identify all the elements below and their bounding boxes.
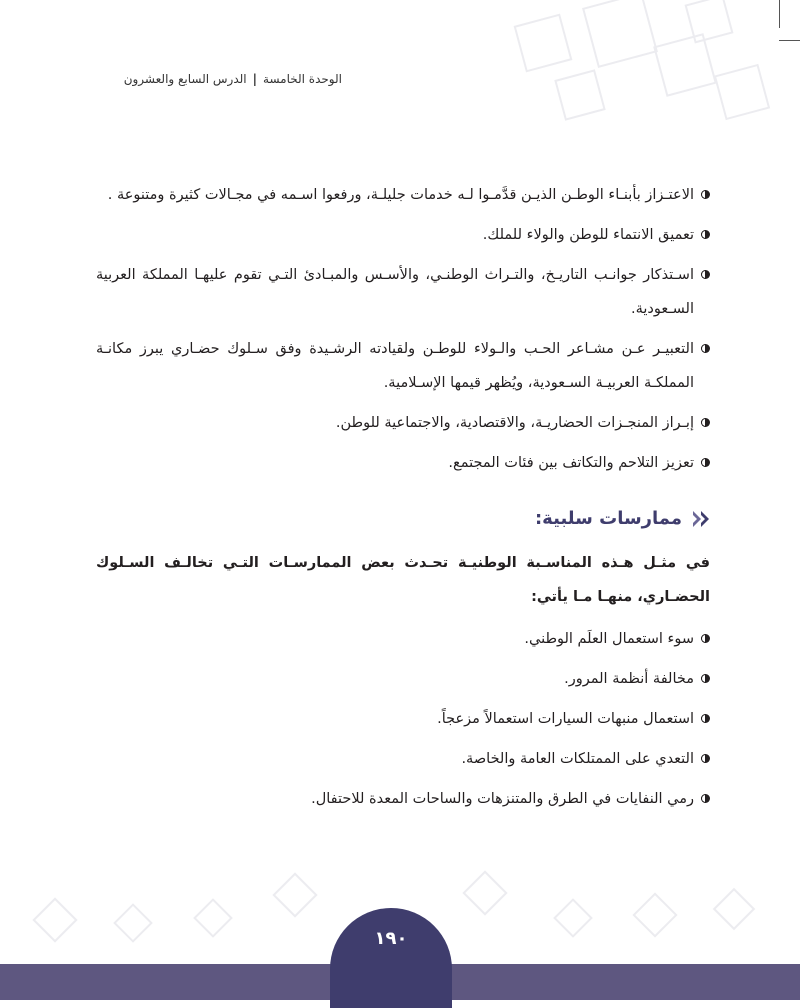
bullet-icon	[701, 714, 710, 723]
bullet-icon	[701, 674, 710, 683]
bullet-icon	[701, 344, 710, 353]
list-item	[96, 446, 710, 480]
section-intro: في مثـل هـذه المناسـبة الوطنيـة تحـدث بعض الممارسـات التـي تخالـف السـلوك الحضـاري، منهـا مـا يأتي:	[96, 555, 710, 605]
bullet-icon	[701, 634, 710, 643]
list-item	[96, 782, 710, 816]
double-chevron-icon	[690, 509, 710, 529]
bullet-icon	[701, 270, 710, 279]
list-item-text: استعمال منبهات السيارات استعمالاً مزعجاً.	[437, 711, 694, 727]
list-item-text: اسـتذكار جوانـب التاريـخ، والتـراث الوطنـي، والأسـس والمبـادئ التـي تقوم عليهـا المملكة العربية السـعودية.	[96, 267, 694, 317]
list-item	[96, 742, 710, 776]
list-item	[96, 178, 710, 212]
list-item	[96, 406, 710, 440]
list-item	[96, 702, 710, 736]
bullet-icon	[701, 754, 710, 763]
page-content	[96, 178, 710, 822]
bullet-icon	[701, 458, 710, 467]
running-header	[124, 72, 342, 86]
page-number: ١٩٠	[374, 928, 408, 949]
section-title: ممارسات سلبية:	[534, 508, 682, 529]
list-item	[96, 258, 710, 326]
bullet-icon	[701, 230, 710, 239]
crop-mark	[779, 0, 780, 28]
list-item	[96, 622, 710, 656]
negative-practices-list	[96, 622, 710, 816]
list-item-text: التعبيـر عـن مشـاعر الحـب والـولاء للوطـن ولقيادته الرشـيدة وفق سـلوك حضـاري يبرز مكانـة المملكـة العربيـة السـعودية، ويُظهر قيمها الإسـلامية.	[96, 341, 694, 391]
list-item-text: التعدي على الممتلكات العامة والخاصة.	[461, 751, 694, 767]
objectives-list	[96, 178, 710, 480]
header-separator: |	[252, 72, 258, 86]
list-item-text: تعزيز التلاحم والتكاتف بين فئات المجتمع.	[448, 455, 694, 471]
section-heading	[96, 502, 710, 536]
list-item	[96, 218, 710, 252]
bullet-icon	[701, 794, 710, 803]
bullet-icon	[701, 190, 710, 199]
list-item-text: الاعتـزاز بأبنـاء الوطـن الذيـن قدَّمـوا لـه خدمات جليلـة، ورفعوا اسـمه في مجـالات كثيرة ومتنوعة .	[107, 187, 694, 203]
list-item-text: مخالفة أنظمة المرور.	[564, 671, 694, 687]
list-item-text: رمي النفايات في الطرق والمتنزهات والساحات المعدة للاحتفال.	[311, 791, 694, 807]
unit-label: الوحدة الخامسة	[263, 72, 342, 86]
list-item	[96, 662, 710, 696]
list-item-text: تعميق الانتماء للوطن والولاء للملك.	[482, 227, 694, 243]
bullet-icon	[701, 418, 710, 427]
lesson-label: الدرس السابع والعشرون	[123, 72, 247, 86]
list-item-text: سوء استعمال العلَم الوطني.	[524, 631, 694, 647]
list-item	[96, 332, 710, 400]
list-item-text: إبـراز المنجـزات الحضاريـة، والاقتصادية، والاجتماعية للوطن.	[335, 415, 694, 431]
crop-mark	[779, 40, 800, 41]
